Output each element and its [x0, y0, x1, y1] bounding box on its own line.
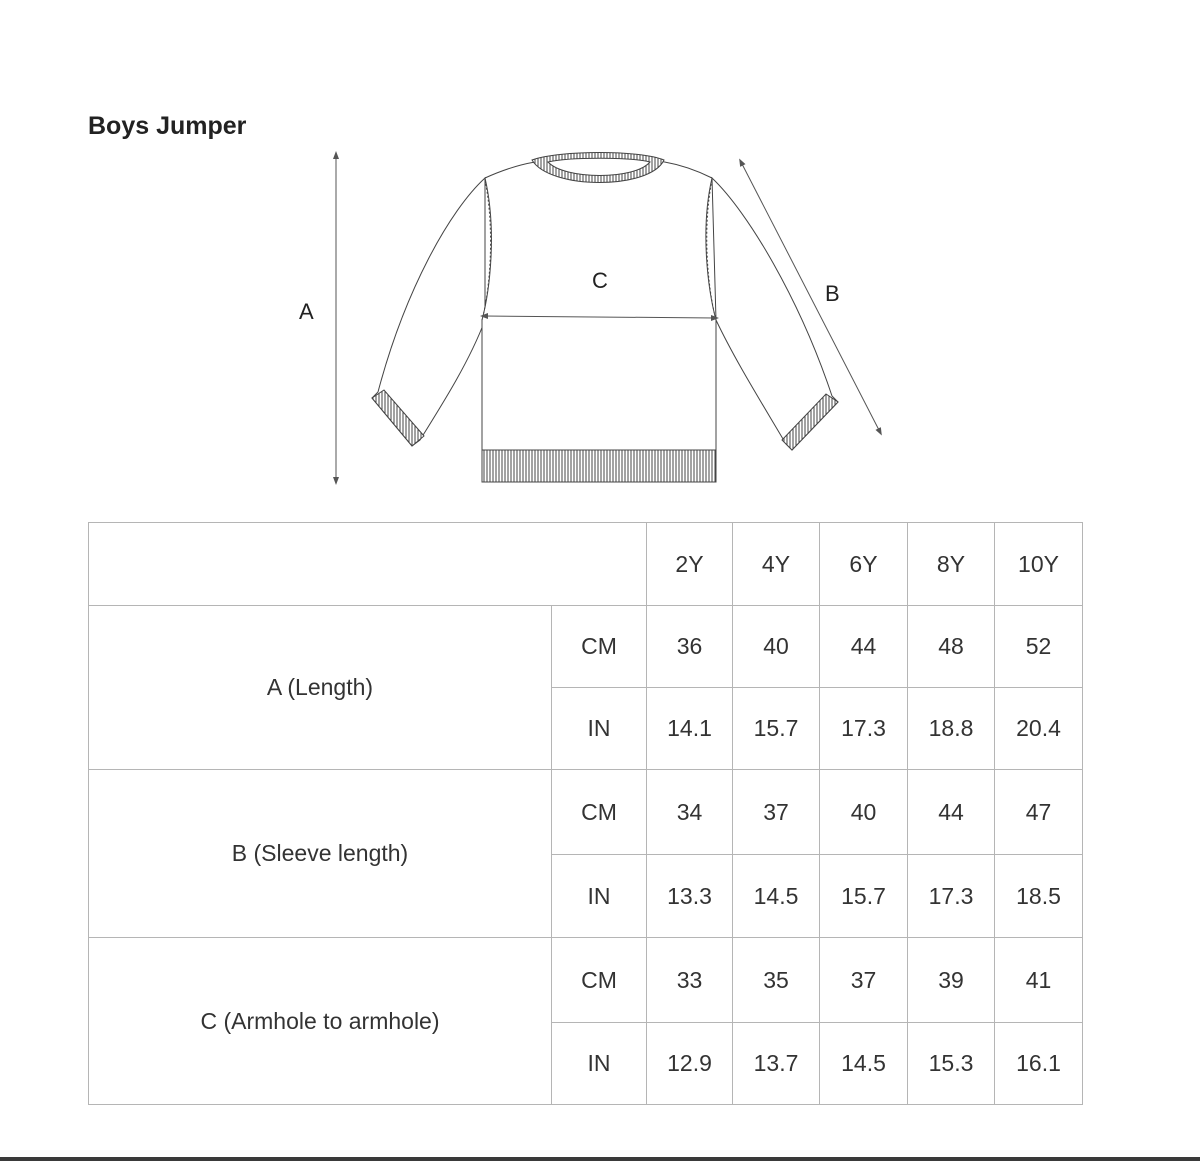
value-cell: 35 [733, 938, 820, 1023]
size-header: 2Y [647, 523, 733, 606]
value-cell: 12.9 [647, 1023, 733, 1105]
value-cell: 13.3 [647, 855, 733, 938]
value-cell: 14.5 [820, 1023, 908, 1105]
value-cell: 14.5 [733, 855, 820, 938]
value-cell: 17.3 [908, 855, 995, 938]
jumper-diagram [0, 0, 1200, 500]
value-cell: 14.1 [647, 688, 733, 770]
value-cell: 13.7 [733, 1023, 820, 1105]
dimension-a-label: A [299, 299, 314, 324]
value-cell: 15.3 [908, 1023, 995, 1105]
header-row [89, 523, 1083, 606]
value-cell: 47 [995, 770, 1083, 855]
measure-label: B (Sleeve length) [89, 770, 552, 938]
value-cell: 40 [733, 606, 820, 688]
size-header: 8Y [908, 523, 995, 606]
unit-cell: IN [552, 1023, 647, 1105]
value-cell: 17.3 [820, 688, 908, 770]
unit-cell: CM [552, 938, 647, 1023]
unit-cell: IN [552, 688, 647, 770]
value-cell: 15.7 [820, 855, 908, 938]
table-row [89, 770, 1083, 855]
left-sleeve [372, 178, 485, 446]
measure-label: A (Length) [89, 606, 552, 770]
size-header: 4Y [733, 523, 820, 606]
value-cell: 20.4 [995, 688, 1083, 770]
unit-cell: CM [552, 770, 647, 855]
value-cell: 15.7 [733, 688, 820, 770]
table-row [89, 606, 1083, 688]
table-row [89, 938, 1083, 1023]
value-cell: 52 [995, 606, 1083, 688]
value-cell: 44 [908, 770, 995, 855]
page-title: Boys Jumper [88, 112, 247, 140]
value-cell: 44 [820, 606, 908, 688]
size-header: 10Y [995, 523, 1083, 606]
size-header: 6Y [820, 523, 908, 606]
value-cell: 16.1 [995, 1023, 1083, 1105]
header-blank-cell [89, 523, 647, 606]
value-cell: 37 [733, 770, 820, 855]
value-cell: 40 [820, 770, 908, 855]
dimension-c-label: C [592, 268, 608, 293]
value-cell: 18.8 [908, 688, 995, 770]
value-cell: 41 [995, 938, 1083, 1023]
value-cell: 48 [908, 606, 995, 688]
unit-cell: IN [552, 855, 647, 938]
measure-label: C (Armhole to armhole) [89, 938, 552, 1105]
value-cell: 39 [908, 938, 995, 1023]
value-cell: 33 [647, 938, 733, 1023]
size-chart-table [88, 522, 1083, 1105]
value-cell: 36 [647, 606, 733, 688]
value-cell: 37 [820, 938, 908, 1023]
dimension-b-label: B [825, 281, 840, 306]
unit-cell: CM [552, 606, 647, 688]
value-cell: 18.5 [995, 855, 1083, 938]
bottom-divider [0, 1157, 1200, 1161]
value-cell: 34 [647, 770, 733, 855]
